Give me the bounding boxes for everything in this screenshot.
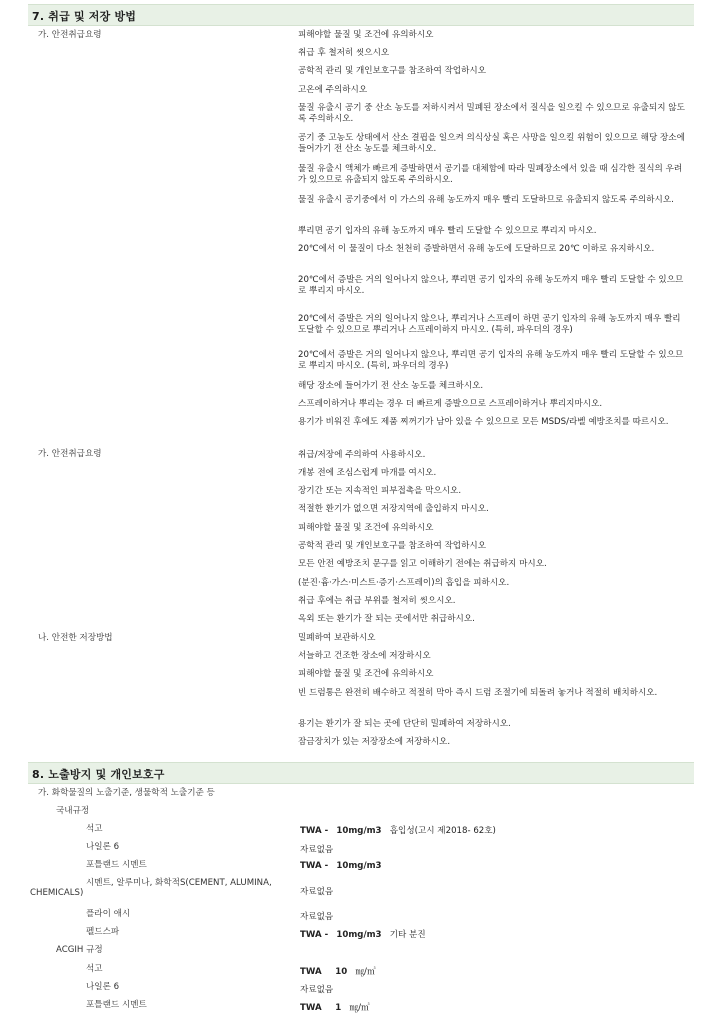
list-item: 용기가 비워진 후에도 제품 찌꺼기가 남아 있을 수 있으므로 모든 MSDS/라벨 예방조치를 따르시오. (298, 417, 669, 427)
substance-name: 펠드스파 (86, 927, 120, 937)
list-item: 빈 드럼통은 완전히 배수하고 적절히 막아 즉시 드럼 조절기에 되돌려 놓거나 적절히 배치하시오. (298, 688, 658, 698)
list-item: 모든 안전 예방조치 문구를 읽고 이해하기 전에는 취급하지 마시오. (298, 559, 547, 569)
exposure-value (300, 861, 382, 871)
list-item: 물질 유출시 공기중에서 이 가스의 유해 농도까지 매우 빨리 도달하므로 유출되지 않도록 주의하시오. (298, 195, 674, 205)
section-7-title: 7. 취급 및 저장 방법 (32, 10, 137, 23)
list-item: 취급 후 철저히 씻으시오 (298, 48, 390, 58)
exposure-note: 흡입성(고시 제2018- 62호) (389, 826, 496, 836)
list-item: 20℃에서 증발은 거의 일어나지 않으나, 뿌리면 공기 입자의 유해 농도까지 매우 빨리 도달할 수 있으므로 뿌리지 마시오. (298, 275, 684, 296)
twa-value: 1 (335, 1003, 342, 1013)
substance-name: 시멘트, 알루미나, 화학적S(CEMENT, ALUMINA, (86, 878, 272, 888)
exposure-value (300, 824, 496, 836)
substance-name: 포틀랜드 시멘트 (86, 860, 147, 870)
list-item: 개봉 전에 조심스럽게 마개를 여시오. (298, 468, 437, 478)
list-item: 밀폐하여 보관하시오 (298, 633, 376, 643)
exposure-value: 자료없음 (300, 912, 334, 922)
section-8-title: 8. 노출방지 및 개인보호구 (32, 768, 165, 781)
exposure-value (300, 1001, 370, 1013)
list-item: 피해야할 물질 및 조건에 유의하시오 (298, 669, 434, 679)
exposure-value (300, 965, 376, 977)
twa-label: TWA - (300, 826, 329, 836)
list-item: 20℃에서 이 물질이 다소 천천히 증발하면서 유해 농도에 도달하므로 20℃ 이하로 유지하시오. (298, 244, 655, 254)
exposure-subtitle: 가. 화학물질의 노출기준, 생물학적 노출기준 등 (38, 788, 215, 798)
substance-name: 석고 (86, 824, 103, 834)
group2-label: 가. 안전취급요령 (38, 449, 102, 459)
list-item: 뿌리면 공기 입자의 유해 농도까지 매우 빨리 도달할 수 있으므로 뿌리지 마시오. (298, 226, 597, 236)
list-item: 해당 장소에 들어가기 전 산소 농도를 체크하시오. (298, 381, 484, 391)
twa-label: TWA (300, 967, 322, 977)
exposure-value: 자료없음 (300, 887, 334, 897)
list-item: 장기간 또는 지속적인 피부접촉을 막으시오. (298, 486, 462, 496)
section-8-header (28, 762, 694, 784)
twa-value: 10mg/m3 (336, 930, 382, 940)
list-item: 잠금장치가 있는 저장장소에 저장하시오. (298, 737, 451, 747)
unit-label: ㎎/㎥ (355, 967, 376, 977)
list-item: 물질 유출시 공기 중 산소 농도를 저하시켜서 밀폐된 장소에서 질식을 일으킬 수 있으므로 유출되지 않도록 주의하시오. (298, 103, 685, 124)
substance-name: 포틀랜드 시멘트 (86, 1000, 147, 1010)
unit-label: ㎎/㎥ (349, 1003, 370, 1013)
section-7-header (28, 4, 694, 26)
list-item: 20℃에서 증발은 거의 일어나지 않으나, 뿌리거나 스프레이 하면 공기 입자의 유해 농도까지 매우 빨리 도달할 수 있으므로 뿌리거나 스프레이하지 마시오. (특히, 파우더의 경우) (298, 314, 681, 335)
group3-label: 나. 안전한 저장방법 (38, 633, 113, 643)
twa-value: 10mg/m3 (336, 826, 382, 836)
domestic-label: 국내규정 (56, 806, 90, 816)
twa-label: TWA - (300, 930, 329, 940)
exposure-value: 자료없음 (300, 985, 334, 995)
list-item: 20℃에서 증발은 거의 일어나지 않으나, 뿌리면 공기 입자의 유해 농도까지 매우 빨리 도달할 수 있으므로 뿌리지 마시오. (특히, 파우더의 경우) (298, 350, 684, 371)
list-item: 피해야할 물질 및 조건에 유의하시오 (298, 523, 434, 533)
list-item: 용기는 환기가 잘 되는 곳에 단단히 밀폐하여 저장하시오. (298, 719, 511, 729)
list-item: 공학적 관리 및 개인보호구를 참조하여 작업하시오 (298, 66, 486, 76)
list-item: 취급 후에는 취급 부위를 철저히 씻으시오. (298, 596, 456, 606)
substance-name: 나일론 6 (86, 982, 120, 992)
list-item: 스프레이하거나 뿌리는 경우 더 빠르게 증발으므로 스프레이하거나 뿌리지마시오. (298, 399, 603, 409)
substance-name: 플라이 애시 (86, 909, 131, 919)
exposure-value: 자료없음 (300, 845, 334, 855)
exposure-value (300, 928, 426, 940)
list-item: (분진·흄·가스·미스트·증기·스프레이)의 흡입을 피하시오. (298, 578, 510, 588)
list-item: 적절한 환기가 없으면 저장지역에 출입하지 마시오. (298, 504, 489, 514)
list-item: 고온에 주의하시오 (298, 85, 368, 95)
twa-value: 10mg/m3 (336, 861, 382, 871)
twa-value: 10 (335, 967, 348, 977)
group1-label: 가. 안전취급요령 (38, 30, 102, 40)
exposure-note: 기타 분진 (389, 930, 426, 940)
list-item: 공학적 관리 및 개인보호구를 참조하여 작업하시오 (298, 541, 486, 551)
list-item: 취급/저장에 주의하여 사용하시오. (298, 450, 426, 460)
substance-name: 나일론 6 (86, 842, 120, 852)
list-item: 피해야할 물질 및 조건에 유의하시오 (298, 30, 434, 40)
list-item: 물질 유출시 액체가 빠르게 증발하면서 공기를 대체함에 따라 밀폐장소에서 있을 때 심각한 질식의 우려가 있으므로 유출되지 않도록 주의하시오. (298, 164, 683, 185)
substance-name-cont: CHEMICALS) (30, 888, 84, 898)
list-item: 옥외 또는 환기가 잘 되는 곳에서만 취급하시오. (298, 614, 475, 624)
twa-label: TWA - (300, 861, 329, 871)
twa-label: TWA (300, 1003, 322, 1013)
acgih-label: ACGIH 규정 (56, 945, 103, 955)
substance-name: 석고 (86, 964, 103, 974)
list-item: 공기 중 고농도 상태에서 산소 결핍을 일으켜 의식상실 혹은 사망을 일으킬 위험이 있으므로 해당 장소에 들어가기 전 산소 농도를 체크하시오. (298, 133, 685, 154)
list-item: 서늘하고 건조한 장소에 저장하시오 (298, 651, 431, 661)
